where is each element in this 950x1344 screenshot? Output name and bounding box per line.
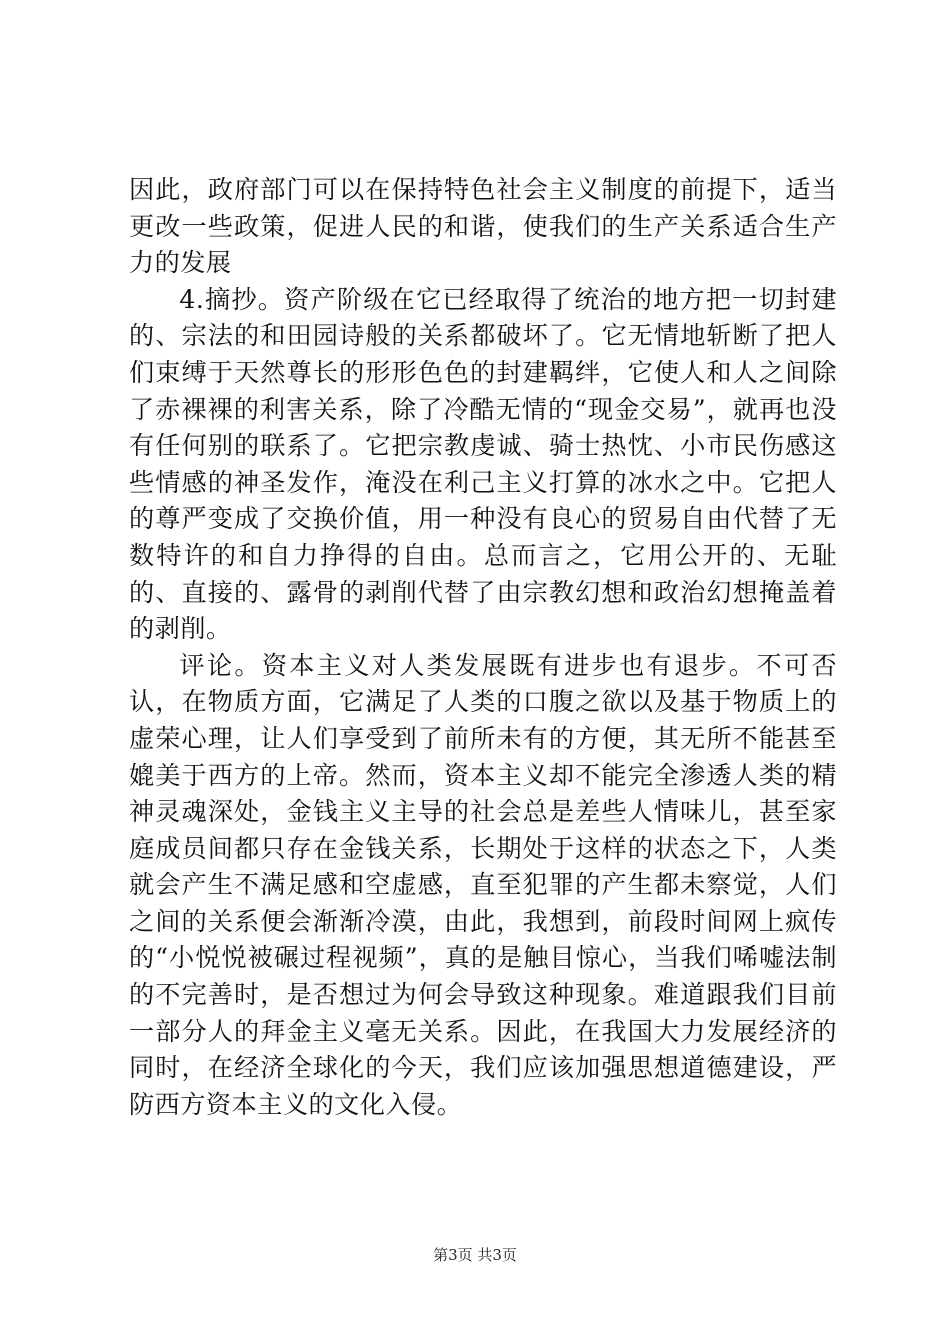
page-number-footer: 第3页 共3页 — [433, 1246, 517, 1264]
paragraph-continuation: 因此，政府部门可以在保持特色社会主义制度的前提下，适当更改一些政策，促进人民的和谐，使我们的生产关系适合生产力的发展 — [129, 175, 837, 278]
paragraph-commentary: 评论。资本主义对人类发展既有进步也有退步。不可否认，在物质方面，它满足了人类的口腹之欲以及基于物质上的虚荣心理，让人们享受到了前所未有的方便，其无所不能甚至媲美于西方的上帝。然而，资本主义却不能完全渗透人类的精神灵魂深处，金钱主义主导的社会总是差些人情味儿，甚至家庭成员间都只存在金钱关系，长期处于这样的状态之下，人类就会产生不满足感和空虚感，直至犯罪的产生都未察觉，人们之间的关系便会渐渐冷漠，由此，我想到，前段时间网上疯传的“小悦悦被碾过程视频”，真的是触目惊心，当我们唏嘘法制的不完善时，是否想过为何会导致这种现象。难道跟我们目前一部分人的拜金主义毫无关系。因此，在我国大力发展经济的同时，在经济全球化的今天，我们应该加强思想道德建设，严防西方资本主义的文化入侵。 — [129, 650, 837, 1119]
paragraph-excerpt: 4.摘抄。资产阶级在它已经取得了统治的地方把一切封建的、宗法的和田园诗般的关系都破坏了。它无情地斩断了把人们束缚于天然尊长的形形色色的封建羁绊，它使人和人之间除了赤裸裸的利害关系，除了冷酷无情的“现金交易”，就再也没有任何别的联系了。它把宗教虔诚、骑士热忱、小市民伤感这些情感的神圣发作，淹没在利己主义打算的冰水之中。它把人的尊严变成了交换价值，用一种没有良心的贸易自由代替了无数特许的和自力挣得的自由。总而言之，它用公开的、无耻的、直接的、露骨的剥削代替了由宗教幻想和政治幻想掩盖着的剥削。 — [129, 284, 837, 644]
document-body — [129, 172, 837, 1123]
